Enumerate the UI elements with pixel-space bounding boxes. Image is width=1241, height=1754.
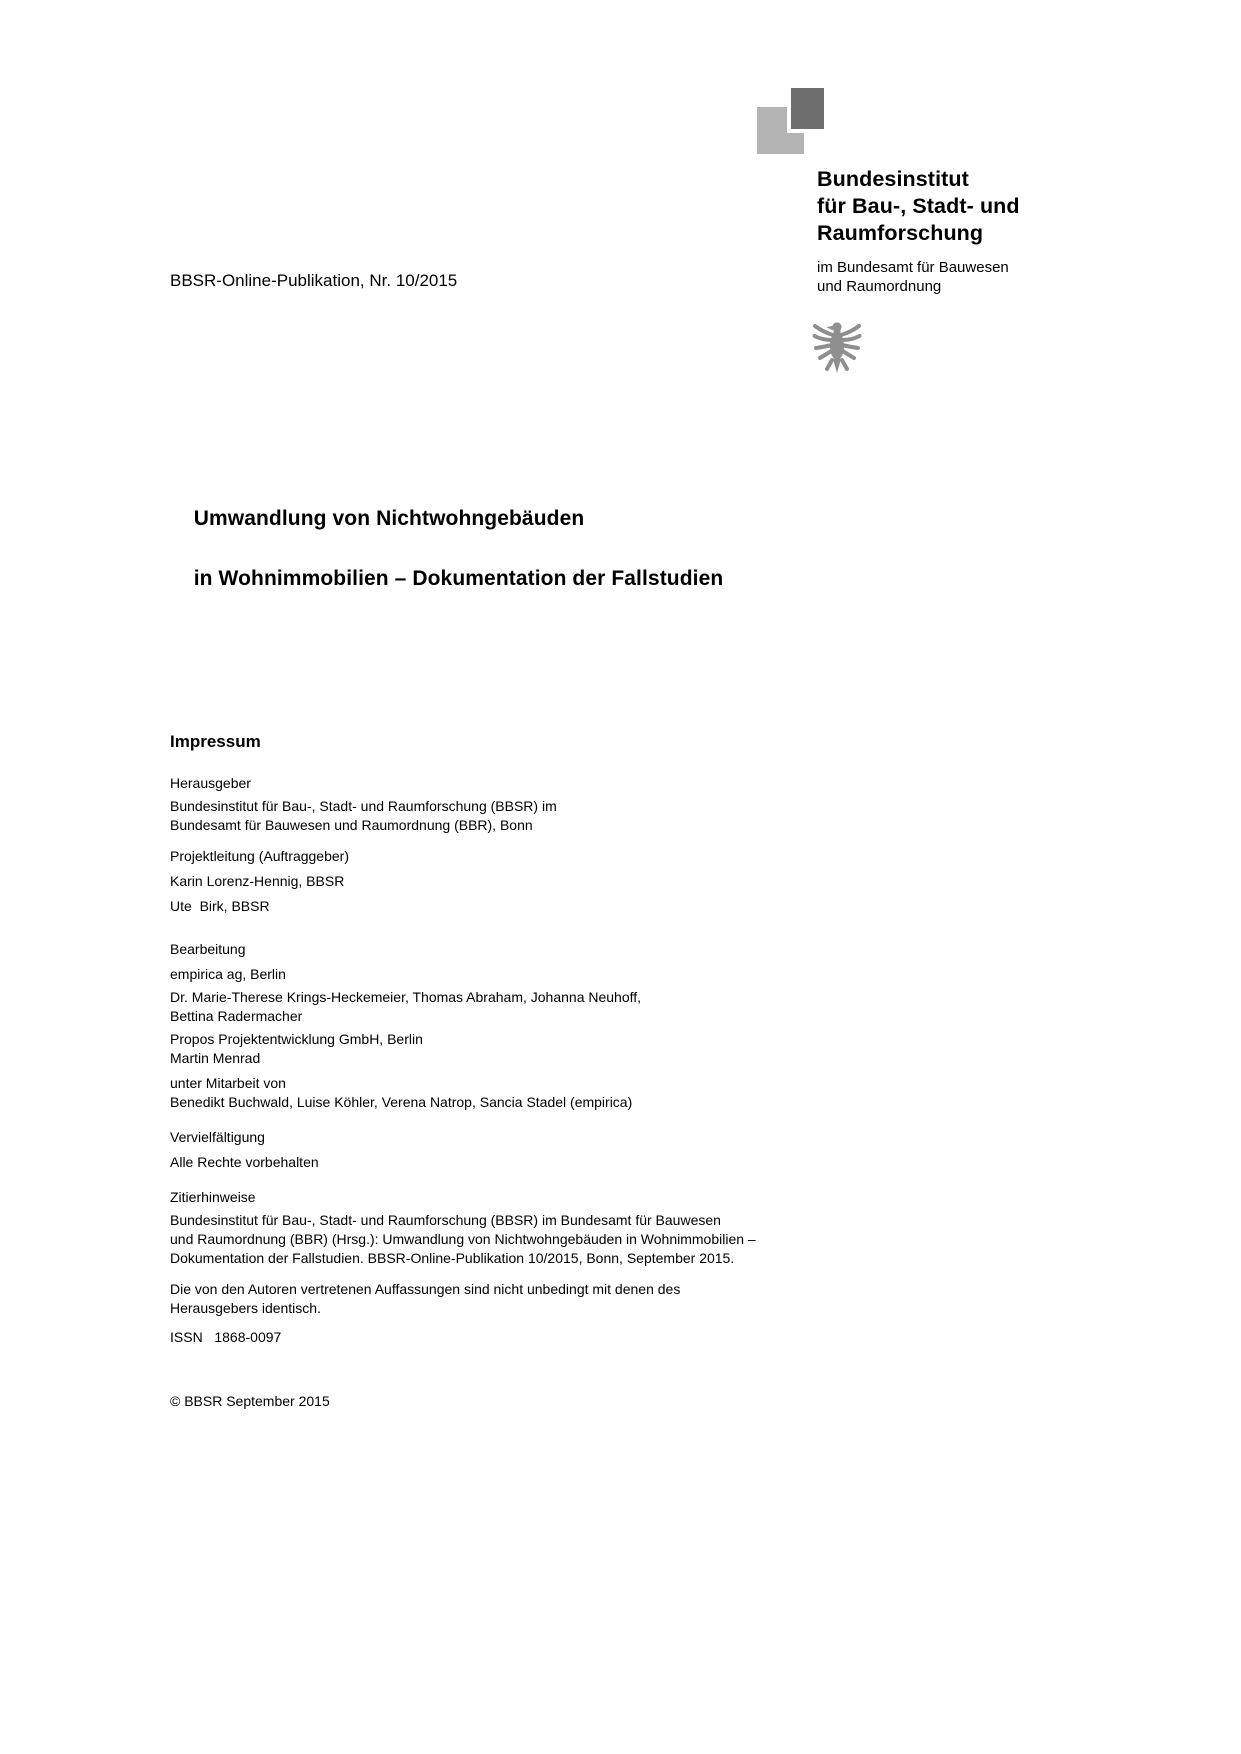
impressum-heading: Impressum bbox=[170, 732, 261, 751]
impressum-issn bbox=[170, 1328, 810, 1347]
text-line: Projektleitung (Auftraggeber) bbox=[170, 848, 349, 864]
institute-subtitle-line: im Bundesamt für Bauwesen bbox=[817, 259, 1009, 276]
impressum-paragraph-projektleitung-2 bbox=[170, 897, 810, 916]
federal-eagle-icon bbox=[812, 318, 862, 376]
text-line: empirica ag, Berlin bbox=[170, 966, 286, 982]
text-line: und Raumordnung (BBR) (Hrsg.): Umwandlung von Nichtwohngebäuden in Wohnimmobilien – bbox=[170, 1231, 756, 1247]
impressum-label-vervielfaeltigung bbox=[170, 1128, 810, 1147]
text-line: Bundesinstitut für Bau-, Stadt- und Raumforschung (BBSR) im Bundesamt für Bauwesen bbox=[170, 1212, 721, 1228]
institute-name bbox=[817, 166, 1020, 247]
text-line: Bundesamt für Bauwesen und Raumordnung (BBR), Bonn bbox=[170, 817, 533, 833]
institute-subtitle bbox=[817, 258, 1009, 296]
copyright-line: © BBSR September 2015 bbox=[170, 1393, 330, 1409]
logo-square-dark bbox=[787, 88, 824, 133]
impressum-section bbox=[170, 732, 810, 1347]
impressum-paragraph-disclaimer bbox=[170, 1280, 810, 1318]
institute-subtitle-line: und Raumordnung bbox=[817, 278, 942, 295]
document-title bbox=[170, 474, 723, 624]
impressum-paragraph-herausgeber bbox=[170, 797, 810, 835]
impressum-paragraph-bearbeitung-3 bbox=[170, 1030, 810, 1068]
document-title-line2: in Wohnimmobilien – Dokumentation der Fallstudien bbox=[193, 567, 724, 590]
text-line: Dokumentation der Fallstudien. BBSR-Online-Publikation 10/2015, Bonn, September 2015. bbox=[170, 1250, 735, 1266]
impressum-paragraph-bearbeitung-1 bbox=[170, 965, 810, 984]
document-title-line1: Umwandlung von Nichtwohngebäuden bbox=[193, 507, 585, 530]
publication-number: BBSR-Online-Publikation, Nr. 10/2015 bbox=[170, 271, 458, 290]
bbsr-logo-icon bbox=[757, 88, 829, 158]
text-line: Propos Projektentwicklung GmbH, Berlin bbox=[170, 1031, 423, 1047]
text-line: Benedikt Buchwald, Luise Köhler, Verena Natrop, Sancia Stadel (empirica) bbox=[170, 1094, 633, 1110]
text-line: unter Mitarbeit von bbox=[170, 1075, 286, 1091]
impressum-label-herausgeber bbox=[170, 774, 810, 793]
text-line: Bearbeitung bbox=[170, 941, 246, 957]
impressum-paragraph-vervielfaeltigung bbox=[170, 1153, 810, 1172]
text-line: Herausgeber bbox=[170, 775, 251, 791]
impressum-label-projektleitung bbox=[170, 847, 810, 866]
text-line: Herausgebers identisch. bbox=[170, 1300, 321, 1316]
institute-name-line: Raumforschung bbox=[817, 221, 984, 245]
text-line: Martin Menrad bbox=[170, 1050, 261, 1066]
text-line: Die von den Autoren vertretenen Auffassungen sind nicht unbedingt mit denen des bbox=[170, 1281, 681, 1297]
text-line: Bettina Radermacher bbox=[170, 1008, 303, 1024]
impressum-label-zitierhinweise bbox=[170, 1188, 810, 1207]
text-line: Karin Lorenz-Hennig, BBSR bbox=[170, 873, 345, 889]
institute-name-line: für Bau-, Stadt- und bbox=[817, 194, 1020, 218]
impressum-paragraph-zitierhinweise bbox=[170, 1211, 810, 1268]
impressum-label-bearbeitung bbox=[170, 940, 810, 959]
institute-name-line: Bundesinstitut bbox=[817, 167, 969, 191]
text-line: Bundesinstitut für Bau-, Stadt- und Raumforschung (BBSR) im bbox=[170, 798, 557, 814]
text-line: Vervielfältigung bbox=[170, 1129, 265, 1145]
impressum-paragraph-bearbeitung-2 bbox=[170, 988, 810, 1026]
impressum-paragraph-projektleitung-1 bbox=[170, 872, 810, 891]
text-line: Dr. Marie-Therese Krings-Heckemeier, Thomas Abraham, Johanna Neuhoff, bbox=[170, 989, 642, 1005]
text-line: Ute Birk, BBSR bbox=[170, 898, 270, 914]
text-line: Alle Rechte vorbehalten bbox=[170, 1154, 319, 1170]
text-line: Zitierhinweise bbox=[170, 1189, 256, 1205]
text-line: ISSN 1868-0097 bbox=[170, 1329, 282, 1345]
impressum-paragraph-bearbeitung-4 bbox=[170, 1074, 810, 1112]
